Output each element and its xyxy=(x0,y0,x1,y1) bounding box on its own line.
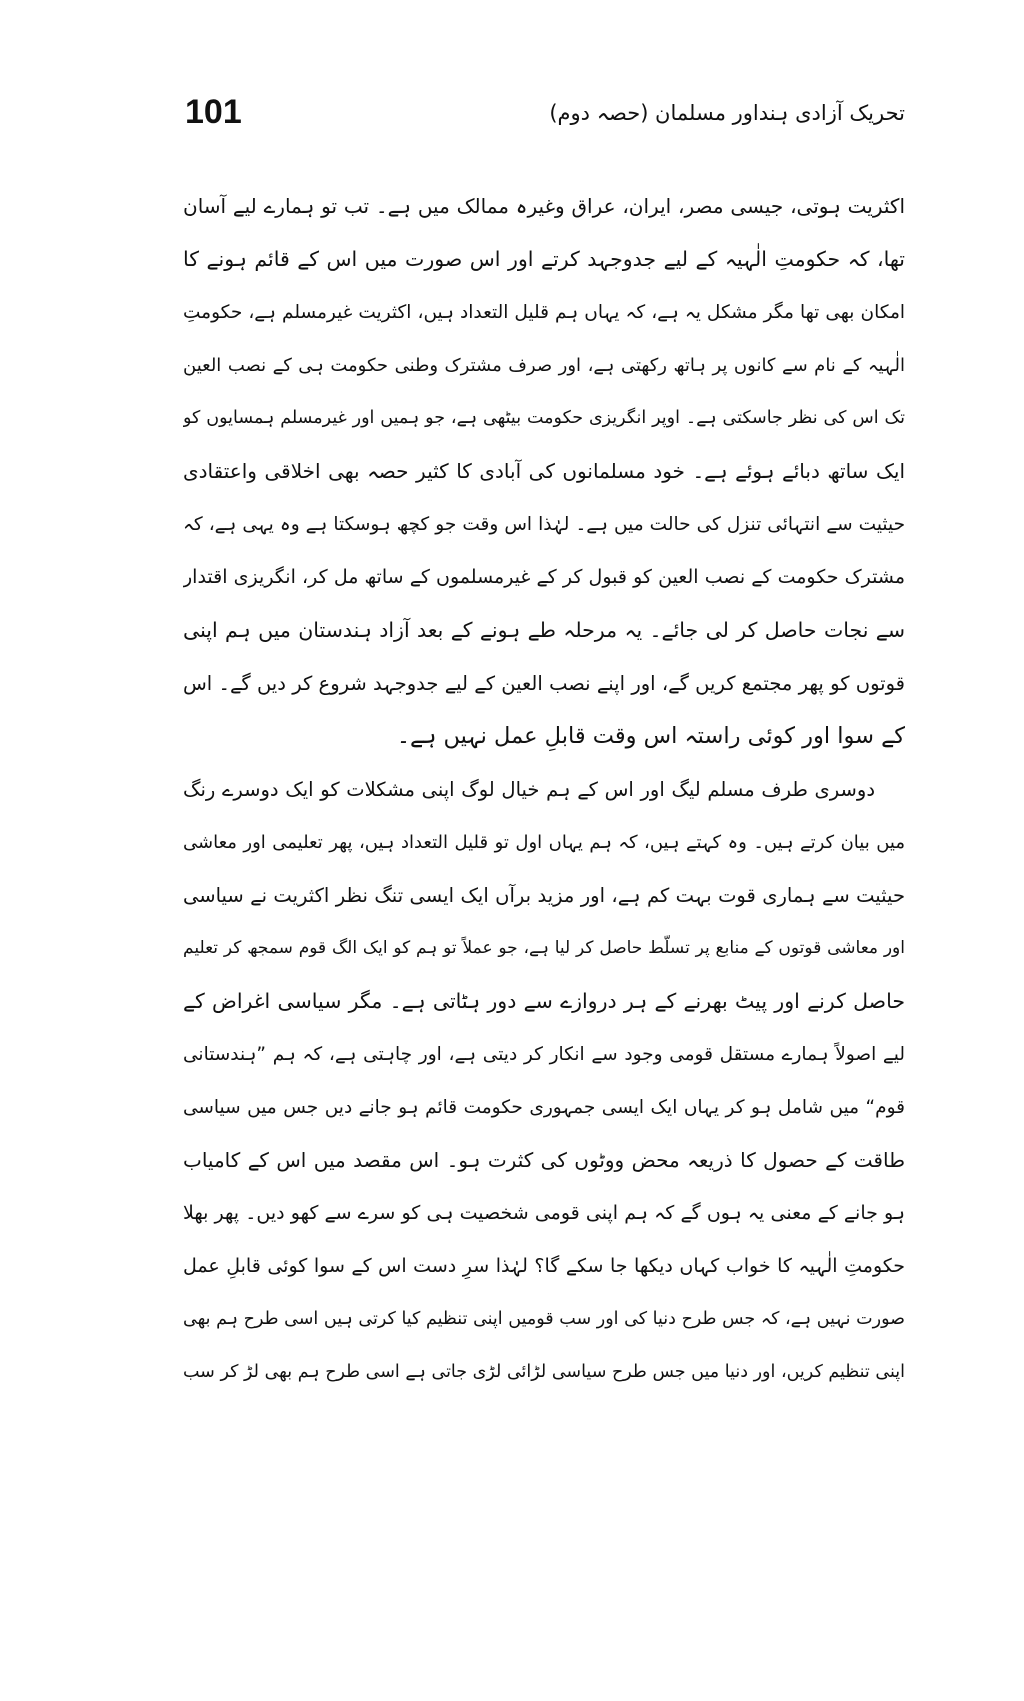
body-text xyxy=(183,180,905,1399)
running-title: تحریک آزادی ہنداور مسلمان (حصہ دوم) xyxy=(549,101,905,125)
text-line: اور معاشی قوتوں کے منابع پر تسلّط حاصل کر لیا ہے، جو عملاً تو ہم کو ایک الگ قوم سمجھ کر تعلیم xyxy=(183,938,905,958)
page-header xyxy=(185,92,905,148)
text-line: حکومتِ الٰہیہ کا خواب کہاں دیکھا جا سکے گا؟ لہٰذا سرِ دست اس کے سوا کوئی قابلِ عمل xyxy=(183,1255,905,1277)
text-line: ہو جانے کے معنی یہ ہوں گے کہ ہم اپنی قومی شخصیت ہی کو سرے سے کھو دیں۔ پھر بھلا xyxy=(183,1202,905,1224)
text-line: حیثیت سے ہماری قوت بہت کم ہے، اور مزید برآں ایک ایسی تنگ نظر اکثریت نے سیاسی xyxy=(183,884,905,907)
paragraph-2 xyxy=(183,763,905,1399)
text-line: اپنی تنظیم کریں، اور دنیا میں جس طرح سیاسی لڑائی لڑی جاتی ہے اسی طرح ہم بھی لڑ کر سب xyxy=(183,1362,905,1382)
text-line: امکان بھی تھا مگر مشکل یہ ہے، کہ یہاں ہم قلیل التعداد ہیں، اکثریت غیرمسلم ہے، حکومتِ xyxy=(183,302,905,323)
text-line: تھا، کہ حکومتِ الٰہیہ کے لیے جدوجہد کرتے اور اس صورت میں اس کے قائم ہونے کا xyxy=(183,247,905,271)
text-line: الٰہیہ کے نام سے کانوں پر ہاتھ رکھتی ہے، اور صرف مشترک وطنی حکومت ہی کے نصب العین xyxy=(183,355,905,376)
paragraph-1 xyxy=(183,180,905,763)
text-line: قوتوں کو پھر مجتمع کریں گے، اور اپنے نصب العین کے لیے جدوجہد شروع کر دیں گے۔ اس xyxy=(183,672,905,695)
text-line: لیے اصولاً ہمارے مستقل قومی وجود سے انکار کر دیتی ہے، اور چاہتی ہے، کہ ہم ”ہندستانی xyxy=(183,1044,905,1065)
text-line: حیثیت سے انتہائی تنزل کی حالت میں ہے۔ لہٰذا اس وقت جو کچھ ہوسکتا ہے وہ یہی ہے، کہ xyxy=(183,514,905,535)
text-line: اکثریت ہوتی، جیسی مصر، ایران، عراق وغیرہ ممالک میں ہے۔ تب تو ہمارے لیے آسان xyxy=(183,194,905,218)
text-line: ایک ساتھ دبائے ہوئے ہے۔ خود مسلمانوں کی آبادی کا کثیر حصہ بھی اخلاقی واعتقادی xyxy=(183,459,905,483)
text-line: صورت نہیں ہے، کہ جس طرح دنیا کی اور سب قومیں اپنی تنظیم کیا کرتی ہیں اسی طرح ہم بھی xyxy=(183,1309,905,1329)
text-line: تک اس کی نظر جاسکتی ہے۔ اوپر انگریزی حکومت بیٹھی ہے، جو ہمیں اور غیرمسلم ہمسایوں کو xyxy=(183,408,905,428)
text-line: طاقت کے حصول کا ذریعہ محض ووٹوں کی کثرت ہو۔ اس مقصد میں اس کے کامیاب xyxy=(183,1148,905,1172)
text-line: میں بیان کرتے ہیں۔ وہ کہتے ہیں، کہ ہم یہاں اول تو قلیل التعداد ہیں، پھر تعلیمی اور معاشی xyxy=(183,832,905,853)
text-line: سے نجات حاصل کر لی جائے۔ یہ مرحلہ طے ہونے کے بعد آزاد ہندستان میں ہم اپنی xyxy=(183,618,905,642)
text-line: دوسری طرف مسلم لیگ اور اس کے ہم خیال لوگ اپنی مشکلات کو ایک دوسرے رنگ xyxy=(183,778,875,801)
text-line: مشترک حکومت کے نصب العین کو قبول کر کے غیرمسلموں کے ساتھ مل کر، انگریزی اقتدار xyxy=(183,566,905,588)
page-number: 101 xyxy=(185,93,242,131)
text-line: کے سوا اور کوئی راستہ اس وقت قابلِ عمل نہیں ہے۔ xyxy=(396,723,905,749)
text-line: قوم“ میں شامل ہو کر یہاں ایک ایسی جمہوری حکومت قائم ہو جانے دیں جس میں سیاسی xyxy=(183,1097,905,1118)
text-line: حاصل کرنے اور پیٹ بھرنے کے ہر دروازے سے دور ہٹاتی ہے۔ مگر سیاسی اغراض کے xyxy=(183,989,905,1013)
